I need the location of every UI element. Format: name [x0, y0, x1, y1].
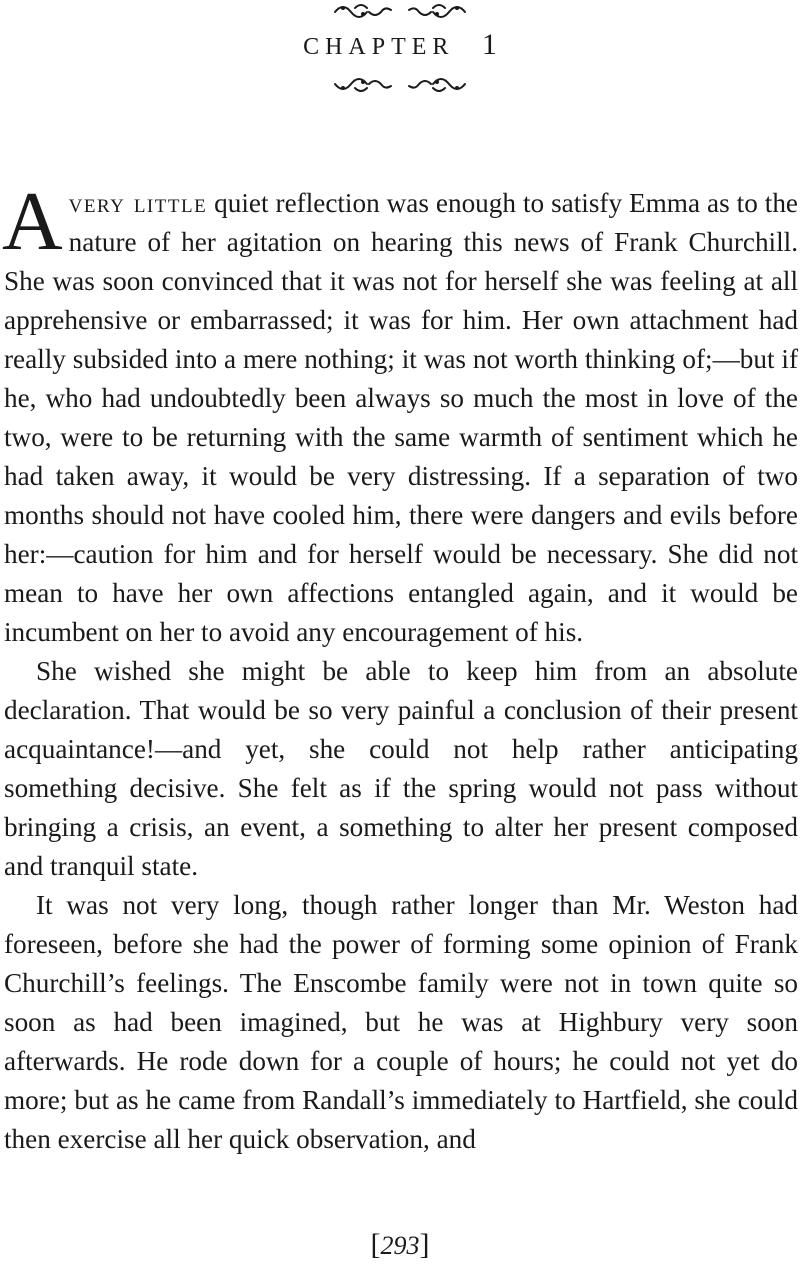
chapter-number: 1 — [481, 28, 497, 61]
top-ornament-icon — [0, 0, 800, 26]
bottom-ornament-icon — [0, 74, 800, 100]
page-number — [0, 1228, 800, 1262]
right-bracket-icon: ] — [419, 1228, 430, 1261]
left-bracket-icon: [ — [370, 1228, 381, 1261]
paragraph-1-text: quiet reflection was enough to satisfy Emma as to the nature of her agitation on hearing this news of Frank Churchill. She was soon convinced that it was not for herself she was feeling at all apprehensive or embarrassed; it was for him. Her own attachment had really subsided into a mere nothing; it was not worth thinking of;—but if he, who had undoubtedly been always so much the most in love of the two, were to be returning with the same warmth of sentiment which he had taken away, it would be very distressing. If a separation of two months should not have cooled him, there were dangers and evils before her:—caution for him and for herself would be necessary. She did not mean to have her own affections entangled again, and it would be incumbent on her to avoid any encouragement of his. — [4, 188, 798, 647]
drop-cap: A — [2, 175, 63, 268]
chapter-label: CHAPTER — [303, 34, 455, 60]
page-number-value: 293 — [380, 1231, 420, 1260]
chapter-body — [2, 175, 798, 1159]
lead-in-smallcaps: very little — [68, 188, 208, 218]
paragraph-2: She wished she might be able to keep him from an absolute declaration. That would be so very painful a conclusion of their present acquaintance!—and yet, she could not help rather anticipating something decisive. She felt as if the spring would not pass without bringing a crisis, an event, a something to alter her present composed and tranquil state. — [4, 656, 798, 881]
paragraph-3: It was not very long, though rather longer than Mr. Weston had foreseen, before she had the power of forming some opinion of Frank Churchill’s feelings. The Enscombe family were not in town quite so soon as had been imagined, but he was at Highbury very soon afterwards. He rode down for a couple of hours; he could not yet do more; but as he came from Randall’s immediately to Hartfield, she could then exercise all her quick observation, and — [4, 890, 798, 1154]
chapter-heading — [0, 28, 800, 62]
paragraph-1 — [2, 175, 798, 652]
